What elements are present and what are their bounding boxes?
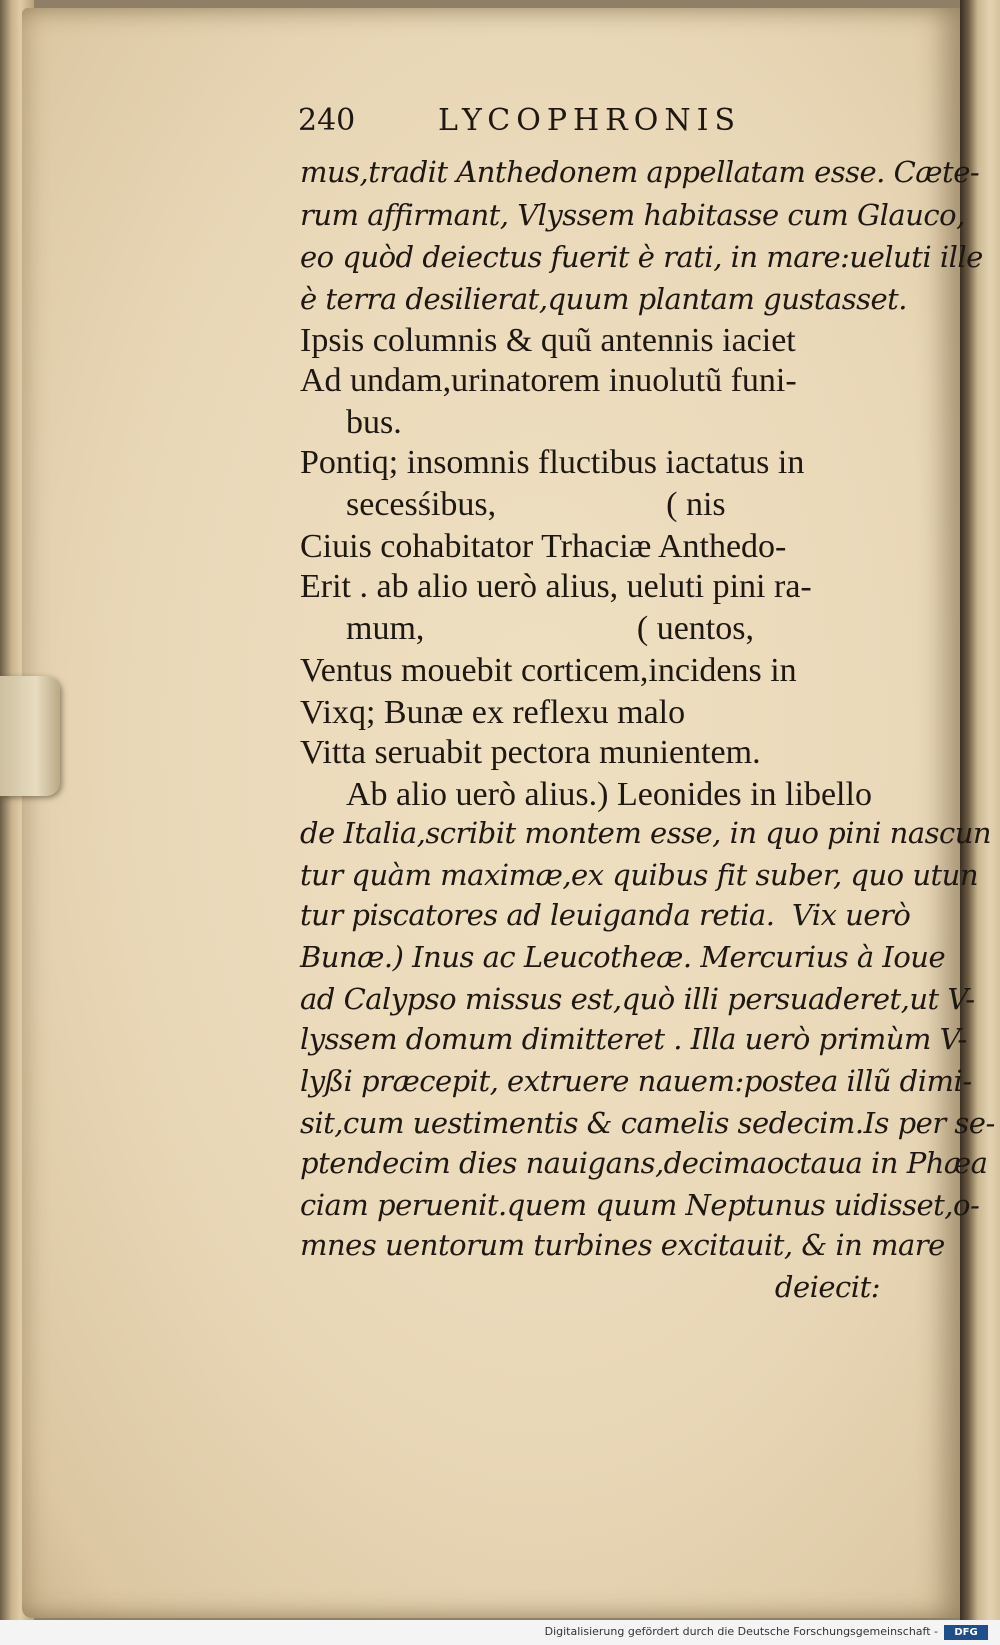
book-clasp bbox=[0, 676, 60, 796]
text-line: ptendecim dies nauigans,decimaoctaua in Phæa bbox=[300, 1146, 988, 1180]
dfg-logo-icon: DFG bbox=[944, 1625, 988, 1640]
text-line: rum affirmant, Vlyssem habitasse cum Glauco, bbox=[300, 198, 965, 232]
page-header bbox=[298, 103, 818, 143]
text-line: secesśibus, ( nis bbox=[346, 486, 726, 523]
text-line: eo quòd deiectus fuerit è rati, in mare:ueluti ille bbox=[300, 240, 983, 274]
text-line: tur piscatores ad leuiganda retia. Vix uerò bbox=[300, 898, 911, 932]
text-line: Ciuis cohabitator Trhaciæ Anthedo- bbox=[300, 528, 787, 565]
page-number: 240 bbox=[298, 103, 356, 138]
text-line: Vitta seruabit pectora munientem. bbox=[300, 734, 761, 771]
text-line: Ad undam,urinatorem inuolutũ funi- bbox=[300, 362, 797, 399]
text-line: è terra desilierat,quum plantam gustasset. bbox=[300, 282, 908, 316]
text-line: bus. bbox=[346, 404, 402, 441]
text-line: ad Calypso missus est,quò illi persuaderet,ut V- bbox=[300, 982, 975, 1016]
text-line: ciam peruenit.quem quum Neptunus uidisset,o- bbox=[300, 1188, 980, 1222]
text-line: mum, ( uentos, bbox=[346, 610, 754, 647]
text-line: Ab alio uerò alius.) Leonides in libello bbox=[346, 776, 872, 813]
text-line: de Italia,scribit montem esse, in quo pini nascun bbox=[300, 816, 992, 850]
text-line: sit,cum uestimentis & camelis sedecim.Is per se- bbox=[300, 1106, 995, 1140]
text-line: tur quàm maximæ,ex quibus fit suber, quo utun bbox=[300, 858, 979, 892]
running-head: LYCOPHRONIS bbox=[438, 103, 742, 138]
footer-credit: Digitalisierung gefördert durch die Deutsche Forschungsgemeinschaft - bbox=[544, 1625, 938, 1638]
text-line: Pontiq; insomnis fluctibus iactatus in bbox=[300, 444, 805, 481]
text-line: deiecit: bbox=[774, 1270, 880, 1304]
adjacent-page-bleed bbox=[968, 80, 998, 1500]
text-line: Erit . ab alio uerò alius, ueluti pini ra- bbox=[300, 568, 812, 605]
text-line: Bunæ.) Inus ac Leucotheæ. Mercurius à Ioue bbox=[300, 940, 946, 974]
text-line: lyßi præcepit, extruere nauem:postea illũ dimi- bbox=[300, 1064, 972, 1098]
text-line: Ipsis columnis & quũ antennis iaciet bbox=[300, 322, 796, 359]
text-line: mnes uentorum turbines excitauit, & in mare bbox=[300, 1228, 945, 1262]
text-line: Ventus mouebit corticem,incidens in bbox=[300, 652, 797, 689]
text-line: mus,tradit Anthedonem appellatam esse. Cæte- bbox=[300, 155, 980, 189]
text-line: lyssem domum dimitteret . Illa uerò primùm V- bbox=[300, 1022, 967, 1056]
text-line: Vixq; Bunæ ex reflexu malo bbox=[300, 694, 686, 731]
footer-bar bbox=[0, 1620, 1000, 1645]
